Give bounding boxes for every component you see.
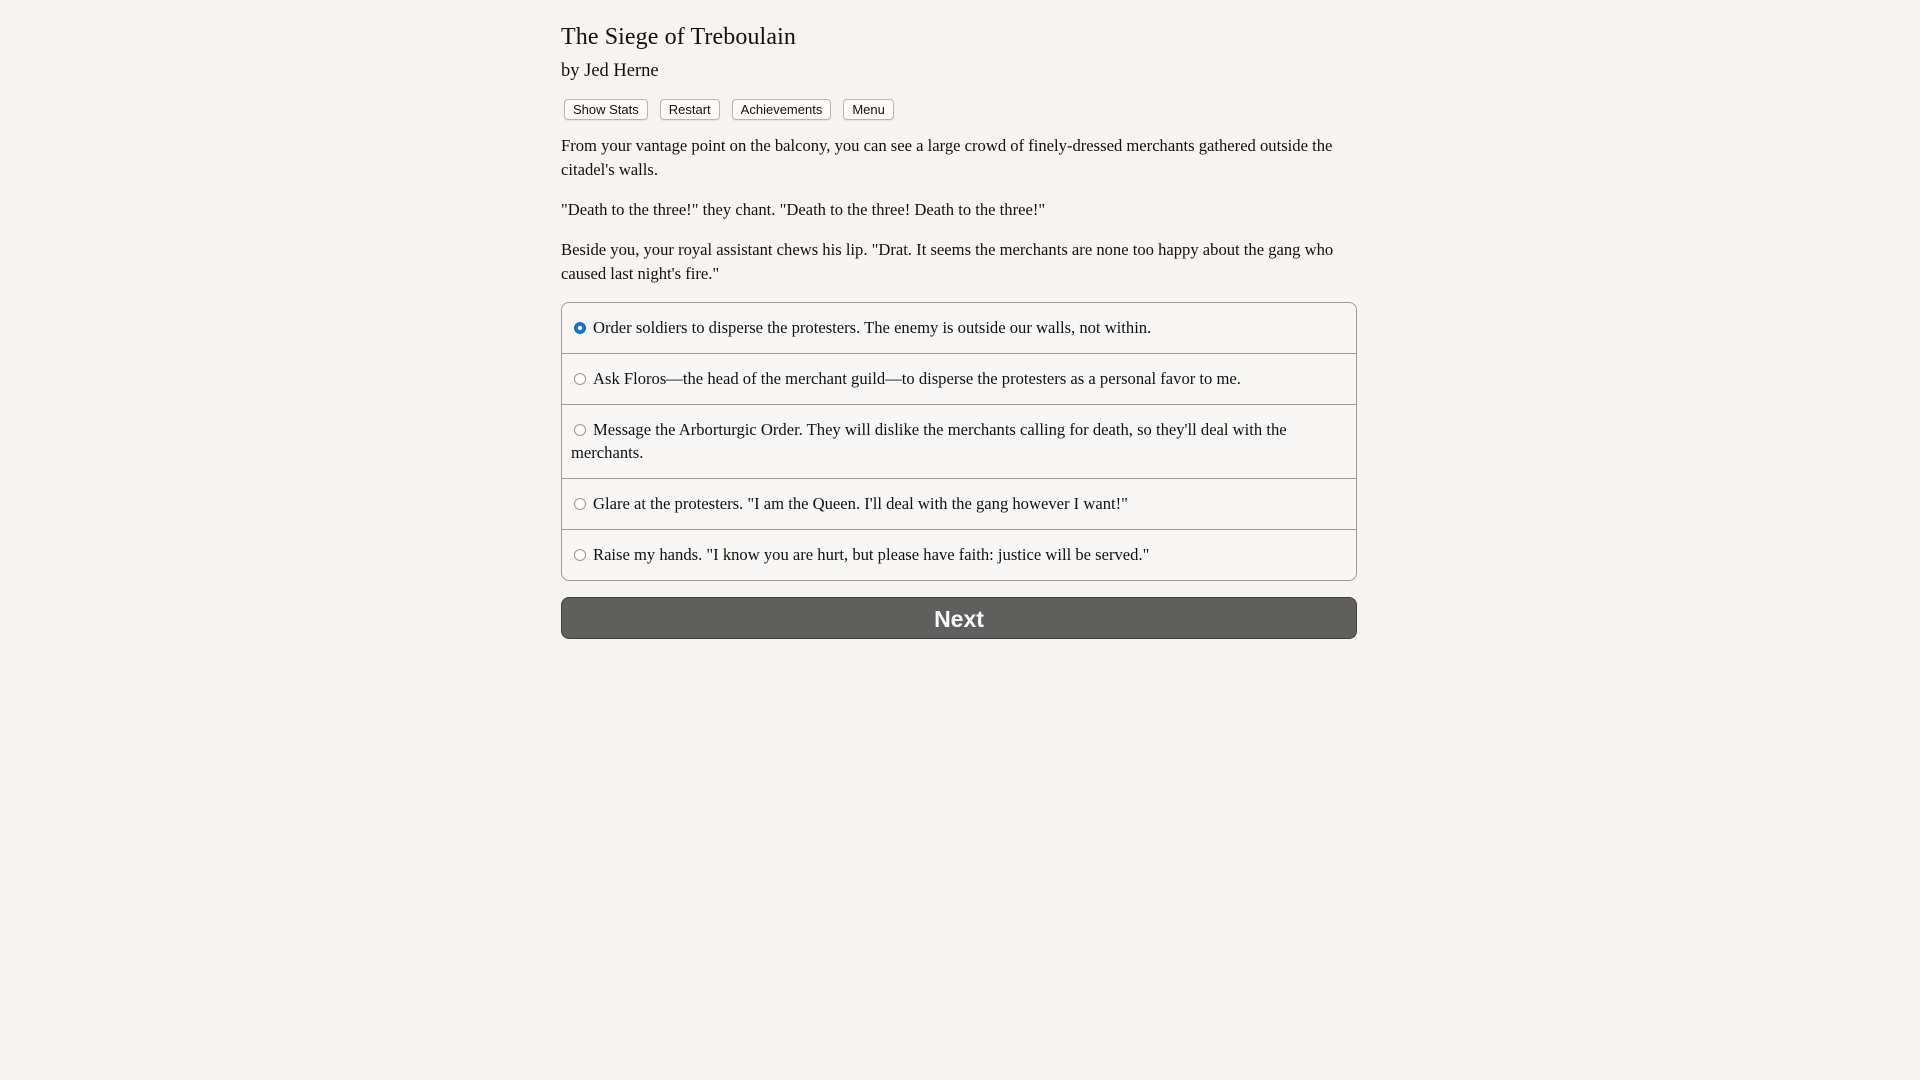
story-paragraph: From your vantage point on the balcony, you can see a large crowd of finely-dressed merchants gathered outside the citadel's walls. xyxy=(561,136,1333,179)
choice-option[interactable] xyxy=(562,303,1356,353)
choice-list xyxy=(561,302,1357,581)
choice-option[interactable] xyxy=(562,478,1356,529)
choice-label: Ask Floros—the head of the merchant guild—to disperse the protesters as a personal favor to me. xyxy=(593,369,1241,388)
choice-option[interactable] xyxy=(562,404,1356,478)
choice-label: Glare at the protesters. "I am the Queen. I'll deal with the gang however I want!" xyxy=(593,494,1128,513)
toolbar xyxy=(561,99,1357,121)
choice-option[interactable] xyxy=(562,529,1356,580)
radio-button[interactable] xyxy=(574,424,586,436)
game-author: by Jed Herne xyxy=(561,61,659,81)
game-container xyxy=(561,0,1357,639)
next-button[interactable]: Next xyxy=(561,597,1357,639)
story-paragraph: Beside you, your royal assistant chews his lip. "Drat. It seems the merchants are none too happy about the gang who caused last night's fire." xyxy=(561,240,1334,283)
restart-button[interactable]: Restart xyxy=(660,99,720,120)
radio-button[interactable] xyxy=(574,549,586,561)
menu-button[interactable]: Menu xyxy=(843,99,894,120)
choice-label: Order soldiers to disperse the protesters. The enemy is outside our walls, not within. xyxy=(593,318,1152,337)
story-paragraph: "Death to the three!" they chant. "Death to the three! Death to the three!" xyxy=(561,200,1046,219)
achievements-button[interactable]: Achievements xyxy=(732,99,832,120)
radio-button[interactable] xyxy=(574,373,586,385)
show-stats-button[interactable]: Show Stats xyxy=(564,99,648,120)
choice-label: Message the Arborturgic Order. They will dislike the merchants calling for death, so they'll deal with the merchants. xyxy=(571,420,1287,462)
radio-button[interactable] xyxy=(574,322,586,334)
game-title: The Siege of Treboulain xyxy=(561,24,796,50)
radio-button[interactable] xyxy=(574,498,586,510)
choice-option[interactable] xyxy=(562,353,1356,404)
choice-label: Raise my hands. "I know you are hurt, but please have faith: justice will be served." xyxy=(593,545,1150,564)
story-text xyxy=(561,134,1357,286)
